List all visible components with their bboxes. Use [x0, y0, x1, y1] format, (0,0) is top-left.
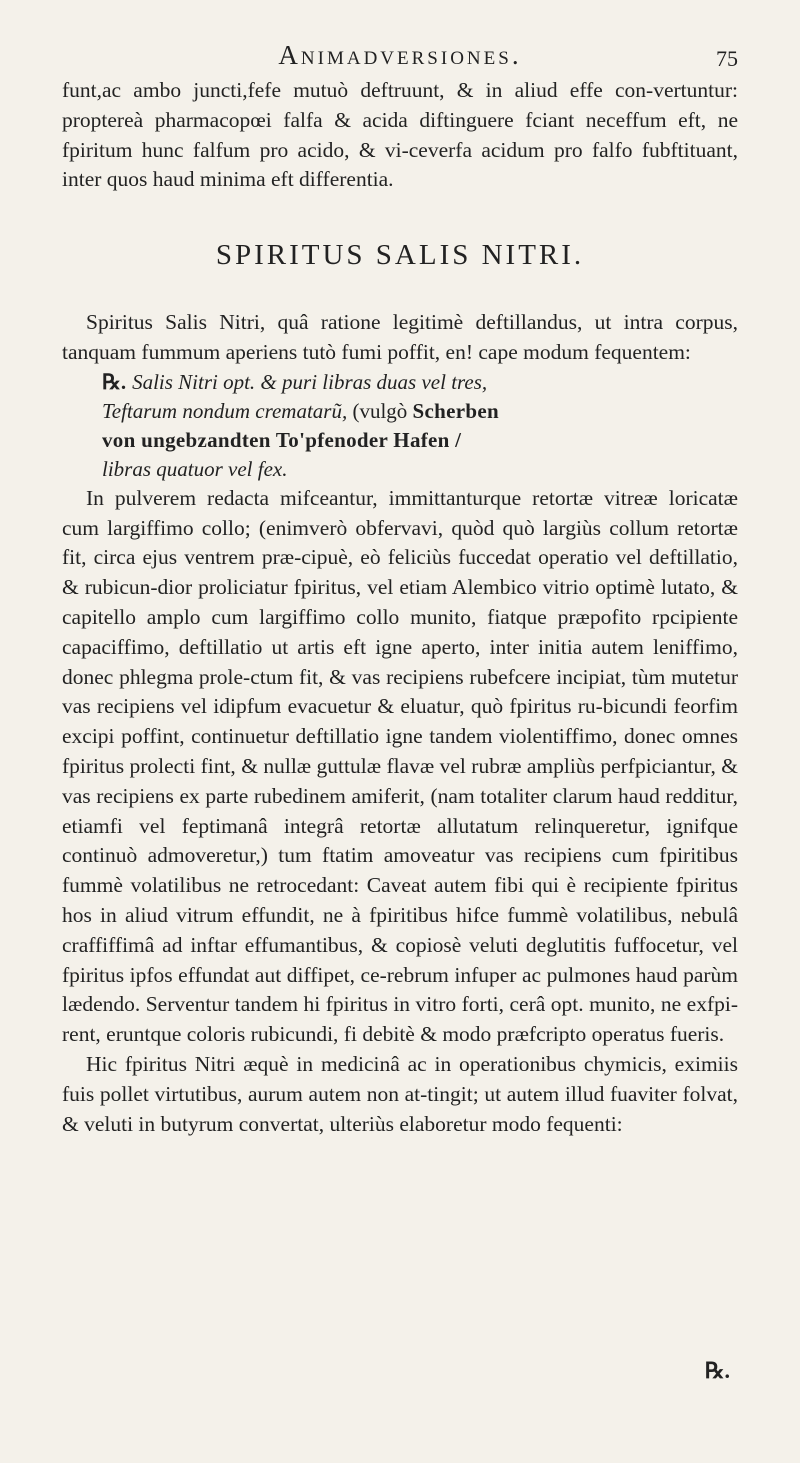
paragraph-main: In pulverem redacta mifceantur, immittanturque retortæ vitreæ loricatæ cum largiffimo collo; (enimverò obfervavi, quòd quò largiùs collum retortæ fit, circa ejus ventrem præ-cipuè, eò feliciùs fuccedat operatio vel deftillatio, & rubicun-dior proliciatur fpiritus, vel etiam Alembico vitrio optimè lutato, & capitello amplo cum largiffimo collo munito, fiatque præpofito rpcipiente capaciffimo, deftillatio ut artis eft igne aperto, inter initia autem leniffimo, donec phlegma prole-ctum fit, & vas recipiens rubefcere incipiat, tùm mutetur vas recipiens vel idipfum evacuetur & eluatur, quò fpiritus ru-bicundi feorfim excipi poffint, continuetur deftillatio igne tandem violentiffimo, donec omnes fpiritus prolecti fint, & nullæ guttulæ flavæ vel rubræ ampliùs perfpiciantur, & vas recipiens ex parte rubedinem amiferit, (nam totaliter clarum haud redditur, etiamfi vel feptimanâ integrâ retortæ allutatum relinqueretur, ignifque continuò admoveretur,) tum ftatim amoveatur vas recipiens cum fpiritibus fummè volatilibus ne retrocedant: Caveat autem fibi qui è recipiente fpiritus hos in aliud vitrum effundit, ne à fpiritibus hifce fummè volatilibus, nebulâ craffiffimâ ad inftar effumantibus, & copiosè veluti deglutitis fuffocetur, vel fpiritus ipfos effundat aut diffipet, ce-rebrum infuper ac pulmones haud parùm lædendo. Serventur tandem hi fpiritus in vitro forti, cerâ opt. munito, ne exfpi-rent, eruntque coloris rubicundi, fi debitè & modo præfcripto operatus fueris. [62, 485, 738, 1047]
recipe-ingredient-1: Salis Nitri opt. & puri libras duas vel tres, [132, 369, 488, 394]
recipe-german-2: von ungebzandten To'pfenoder Hafen / [102, 427, 462, 452]
recipe-symbol: ℞. [102, 369, 127, 394]
running-head: Animadversiones. [278, 40, 522, 70]
recipe-german-1: Scherben [412, 398, 499, 423]
recipe-vulgo: (vulgò [352, 398, 408, 423]
paragraph-top: funt,ac ambo juncti,fefe mutuò deftruunt, & in aliud effe con-vertuntur: proptereà pharmacopœi falfa & acida diftinguere fciant neceffum eft, ne fpiritum hunc falfum pro acido, & vi-ceverfa acidum pro falfo fubftituant, inter quos haud minima eft differentia. [62, 78, 738, 192]
recipe-line-3 [102, 426, 738, 455]
section-title: SPIRITUS SALIS NITRI. [215, 239, 585, 272]
recipe-line-1 [102, 368, 738, 397]
recipe-line-2 [102, 397, 738, 426]
recipe-line-4 [102, 455, 738, 484]
page-number: 75 [716, 46, 738, 71]
paragraph-intro: Spiritus Salis Nitri, quâ ratione legitimè deftillandus, ut intra corpus, tanquam fummum aperiens tutò fumi poffit, en! cape modum fequentem: [62, 310, 738, 364]
paragraph-last: Hic fpiritus Nitri æquè in medicinâ ac in operationibus chymicis, eximiis fuis pollet virtutibus, aurum autem non at-tingit; ut autem illud fuaviter folvat, & veluti in butyrum convertat, ulteriùs elaboretur modo fequenti: [62, 1051, 738, 1136]
page-header [62, 38, 738, 76]
recipe-ingredient-2: Teftarum nondum crematarũ, [102, 398, 348, 423]
recipe-quantity: libras quatuor vel fex. [102, 456, 288, 481]
catchword: ℞. [704, 1358, 730, 1383]
recipe [102, 368, 738, 484]
